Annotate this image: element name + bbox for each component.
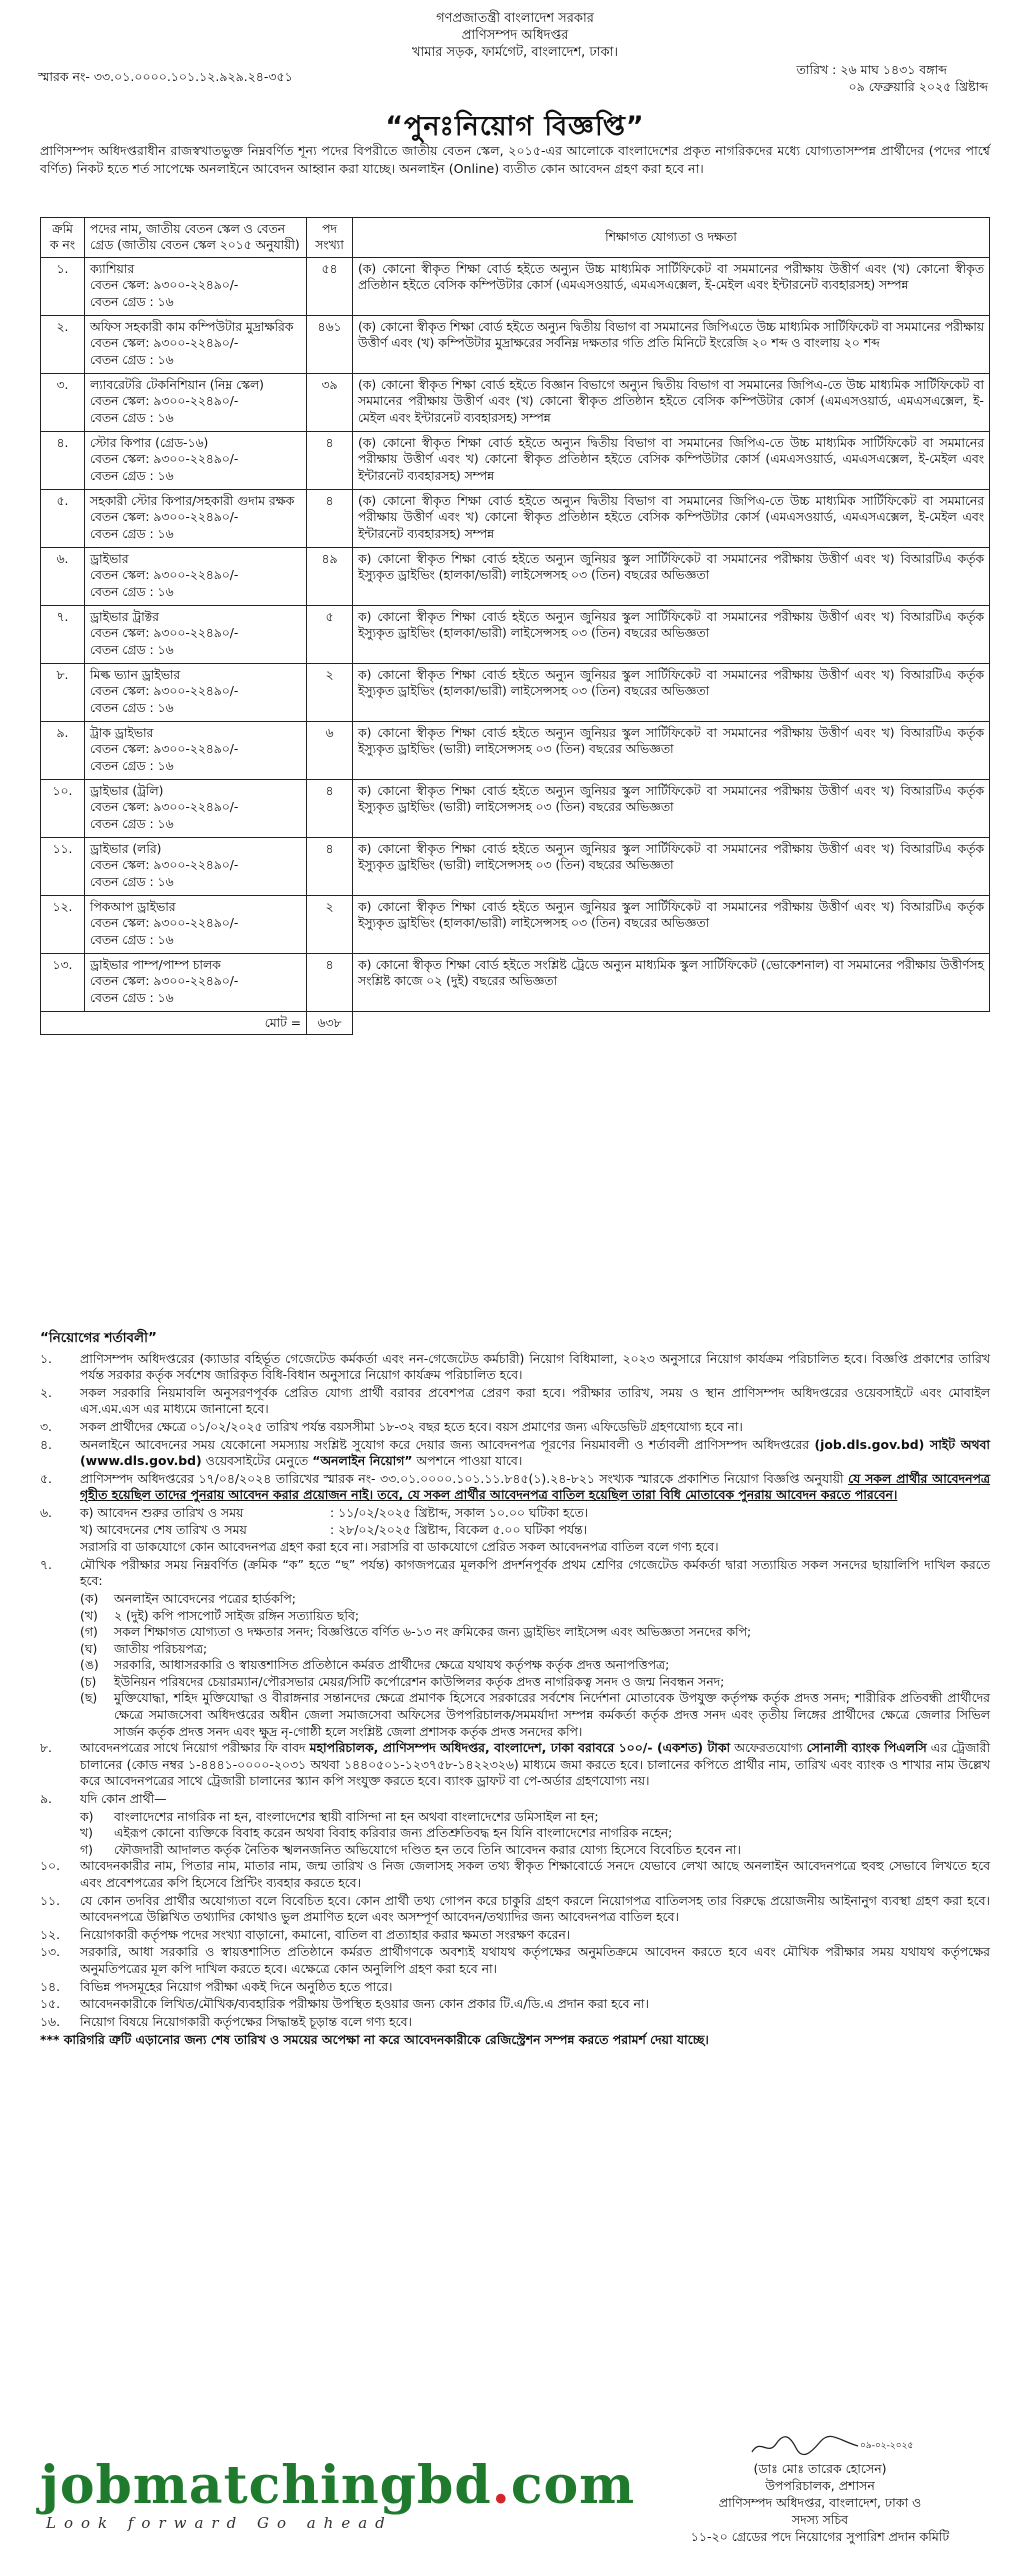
post-scale: বেতন স্কেল: ৯৩০০-২২৪৯০/- xyxy=(90,452,239,467)
row-count: ৪৬১ xyxy=(307,315,353,373)
row-post xyxy=(85,721,307,779)
table-row xyxy=(41,953,990,1011)
post-name: ড্রাইভার xyxy=(90,551,129,566)
post-name: মিল্ক ভ্যান ড্রাইভার xyxy=(90,667,181,682)
post-name: স্টোর কিপার (গ্রেড-১৬) xyxy=(90,435,209,450)
row-qualification: ক) কোনো স্বীকৃত শিক্ষা বোর্ড হইতে অন্যুন জুনিয়র স্কুল সার্টিফিকেট বা সমমানের পরীক্ষায় উত্তীর্ণ এবং খ) বিআরটিএ কর্তৃক ইস্যুকৃত ড্রাইভিং (হালকা/ভারী) লাইসেন্সসহ ০৩ (তিন) বছরের অভিজ্ঞতা xyxy=(353,895,990,953)
signature xyxy=(670,2440,970,2460)
row-count: ৪ xyxy=(307,837,353,895)
row-qualification: ক) কোনো স্বীকৃত শিক্ষা বোর্ড হইতে অন্যুন জুনিয়র স্কুল সার্টিফিকেট বা সমমানের পরীক্ষায় উত্তীর্ণ এবং খ) বিআরটিএ কর্তৃক ইস্যুকৃত ড্রাইভিং (হালকা/ভারী) লাইসেন্সসহ ০৩ (তিন) বছরের অভিজ্ঞতা xyxy=(353,605,990,663)
post-name: ড্রাইভার পাম্প/পাম্প চালক xyxy=(90,957,221,972)
sub-item: (ঘ) জাতীয় পরিচয়পত্র; xyxy=(80,1640,208,1656)
sub-item: গ) ফৌজদারী আদালত কর্তৃক নৈতিক স্খলনজনিত অভিযোগে দণ্ডিত হন তবে তিনি আবেদন করার যোগ্য হিসেবে বিবেচিত হবেন না। xyxy=(80,1841,741,1857)
post-name: ট্রাক ড্রাইভার xyxy=(90,725,154,740)
row-sl: ১৩. xyxy=(41,953,85,1011)
post-grade: বেতন গ্রেড : ১৬ xyxy=(90,352,174,367)
row-count: ৫ xyxy=(307,605,353,663)
row-qualification: ক) কোনো স্বীকৃত শিক্ষা বোর্ড হইতে অন্যুন জুনিয়র স্কুল সার্টিফিকেট বা সমমানের পরীক্ষায় উত্তীর্ণ এবং খ) বিআরটিএ কর্তৃক ইস্যুকৃত ড্রাইভিং (হালকা/ভারী) লাইসেন্সসহ ০৩ (তিন) বছরের অভিজ্ঞতা xyxy=(353,663,990,721)
row-count: ৫৪ xyxy=(307,257,353,315)
post-name: ড্রাইভার ট্রাক্টর xyxy=(90,609,159,624)
row-post xyxy=(85,431,307,489)
row-qualification: (ক) কোনো স্বীকৃত শিক্ষা বোর্ড হইতে অন্যুন উচ্চ মাধ্যমিক সার্টিফিকেট বা সমমানের পরীক্ষায় উত্তীর্ণ এবং (খ) কোনো স্বীকৃত প্রতিষ্ঠান হইতে বেসিক কম্পিউটার কোর্স (এমএসওয়ার্ড, এমএসএক্সেল, ই-মেইল এবং ইন্টারনেট ব্যবহারসহ) সম্পন্ন xyxy=(353,257,990,315)
post-scale: বেতন স্কেল: ৯৩০০-২২৪৯০/- xyxy=(90,916,239,931)
signatory-member: সদস্য সচিব xyxy=(791,2512,849,2527)
row-count: ২ xyxy=(307,895,353,953)
address-line: খামার সড়ক, ফার্মগেট, বাংলাদেশ, ঢাকা। xyxy=(411,45,619,60)
post-grade: বেতন গ্রেড : ১৬ xyxy=(90,874,174,889)
table-row xyxy=(41,373,990,431)
row-sl: ১. xyxy=(41,257,85,315)
condition-note: সরাসরি বা ডাকযোগে কোন আবেদনপত্র গ্রহণ করা হবে না। সরাসরি বা ডাকযোগে প্রেরিত সকল আবেদনপত্র বাতিল বলে গণ্য হবে। xyxy=(80,1539,719,1555)
sub-item: (গ) সকল শিক্ষাগত যোগ্যতা ও দক্ষতার সনদ; বিজ্ঞপ্তিতে বর্ণিত ৬-১৩ নং ক্রমিকের জন্য ড্রাইভিং লাইসেন্স এবং অভিজ্ঞতা সনদের কপি; xyxy=(80,1624,752,1640)
post-grade: বেতন গ্রেড : ১৬ xyxy=(90,410,174,425)
sub-item: (ক) অনলাইন আবেদনের পত্রের হার্ডকপি; xyxy=(80,1590,296,1606)
post-scale: বেতন স্কেল: ৯৩০০-২২৪৯০/- xyxy=(90,336,239,351)
row-qualification: ক) কোনো স্বীকৃত শিক্ষা বোর্ড হইতে অন্যুন জুনিয়র স্কুল সার্টিফিকেট বা সমমানের পরীক্ষায় উত্তীর্ণ এবং খ) বিআরটিএ কর্তৃক ইস্যুকৃত ড্রাইভিং (ভারী) লাইসেন্সসহ ০৩ (তিন) বছরের অভিজ্ঞতা xyxy=(353,721,990,779)
row-post xyxy=(85,953,307,1011)
conditions-list-rest xyxy=(40,1858,990,2030)
memo-date-bn: তারিখ : ২৬ মাঘ ১৪৩১ বঙ্গাব্দ xyxy=(796,62,947,77)
post-scale: বেতন স্কেল: ৯৩০০-২২৪৯০/- xyxy=(90,858,239,873)
row-post xyxy=(85,605,307,663)
row-sl: ২. xyxy=(41,315,85,373)
row-count: ২ xyxy=(307,663,353,721)
post-grade: বেতন গ্রেড : ১৬ xyxy=(90,816,174,831)
row-count: ৪ xyxy=(307,779,353,837)
condition-item: ১৫. আবেদনকারীকে লিখিত/মৌখিক/ব্যবহারিক পরীক্ষায় উপস্থিত হওয়ার জন্য কোন প্রকার টি.এ/ডি.এ প্রদান করা হবে না। xyxy=(40,1996,649,2012)
row-qualification: ক) কোনো স্বীকৃত শিক্ষা বোর্ড হইতে অন্যুন জুনিয়র স্কুল সার্টিফিকেট বা সমমানের পরীক্ষায় উত্তীর্ণ এবং খ) বিআরটিএ কর্তৃক ইস্যুকৃত ড্রাইভিং (হালকা/ভারী) লাইসেন্সসহ ০৩ (তিন) বছরের অভিজ্ঞতা xyxy=(353,547,990,605)
watermark-logo xyxy=(40,2455,636,2532)
table-header-row xyxy=(41,218,990,258)
post-scale: বেতন স্কেল: ৯৩০০-২২৪৯০/- xyxy=(90,742,239,757)
condition-item: ৬. ক) আবেদন শুরুর তারিখ ও সময় : ১১/০২/২০২৫ খ্রিষ্টাব্দ, সকাল ১০.০০ ঘটিকা হতে। খ) আবেদনের শেষ তারিখ ও সময় : ২৮/০২/২০২৫ খ্রিষ্টাব্দ, বিকেল ৫.০০ ঘটিকা পর্যন্ত। xyxy=(40,1504,589,1537)
row-post xyxy=(85,779,307,837)
condition-item: ১৬. নিয়োগ বিষয়ে নিয়োগকারী কর্তৃপক্ষের সিদ্ধান্তই চূড়ান্ত বলে গণ্য হবে। xyxy=(40,2013,412,2029)
post-name: অফিস সহকারী কাম কম্পিউটার মুদ্রাক্ষরিক xyxy=(90,319,294,334)
govt-line: গণপ্রজাতন্ত্রী বাংলাদেশ সরকার xyxy=(436,11,594,26)
intro-paragraph: প্রাণিসম্পদ অধিদপ্তরাধীন রাজস্বখাতভুক্ত নিম্নবর্ণিত শূন্য পদের বিপরীতে জাতীয় বেতন স্কেল, ২০১৫-এর আলোকে বাংলাদেশের প্রকৃত নাগরিকদের মধ্যে যোগ্যতাসম্পন্ন প্রার্থীদের (পদের পার্শ্বে বর্ণিত) নিকট হতে শর্ত সাপেক্ষে অনলাইনে আবেদন আহ্বান করা যাচ্ছে। অনলাইন (Online) ব্যতীত কোন আবেদন গ্রহণ করা হবে না। xyxy=(40,143,990,176)
sub-item: (ঙ) সরকারি, আধাসরকারি ও স্বায়ত্তশাসিত প্রতিষ্ঠানে কর্মরত প্রার্থীদের ক্ষেত্রে যথাযথ কর্তৃপক্ষ কর্তৃক প্রদত্ত অনাপত্তিপত্র; xyxy=(80,1657,670,1673)
signature-date: ০৯-০২-২০২৫ xyxy=(860,2441,914,2451)
condition-item: ১২. নিয়োগকারী কর্তৃপক্ষ পদের সংখ্যা বাড়ানো, কমানো, বাতিল বা প্রত্যাহার করার ক্ষমতা সংরক্ষণ করেন। xyxy=(40,1926,571,1942)
post-scale: বেতন স্কেল: ৯৩০০-২২৪৯০/- xyxy=(90,684,239,699)
post-scale: বেতন স্কেল: ৯৩০০-২২৪৯০/- xyxy=(90,974,239,989)
disqualification-list xyxy=(40,1809,990,1859)
post-grade: বেতন গ্রেড : ১৬ xyxy=(90,584,174,599)
sub-item: খ) এইরূপ কোনো ব্যক্তিকে বিবাহ করেন অথবা বিবাহ করিবার জন্য প্রতিশ্রুতিবদ্ধ হন যিনি বাংলাদেশের নাগরিক নহেন; xyxy=(80,1825,673,1841)
post-scale: বেতন স্কেল: ৯৩০০-২২৪৯০/- xyxy=(90,626,239,641)
table-row xyxy=(41,779,990,837)
post-scale: বেতন স্কেল: ৯৩০০-২২৪৯০/- xyxy=(90,510,239,525)
row-sl: ৪. xyxy=(41,431,85,489)
condition-item: ৮. আবেদনপত্রের সাথে নিয়োগ পরীক্ষার ফি বাবদ মহাপরিচালক, প্রাণিসম্পদ অধিদপ্তর, বাংলাদেশ, ঢাকা বরাবরে ১০০/- (একশত) টাকা অফেরতযোগ্য সোনালী ব্যাংক পিএলসি এর ট্রেজারী চালানের (কোড নম্বর ১-৪৪৪১-০০০০-২০৩১ অথবা ১৪৪০৫০১-১২৩৭৫৮-১৪২২৩২৬) মাধ্যমে জমা করতে হবে। চালানের কপিতে প্রার্থীর নাম, তারিখ এবং ব্যাংক ও শাখার নাম উল্লেখ করে আবেদনপত্রের সাথে ট্রেজারী চালানের স্ক্যান কপি সংযুক্ত করতে হবে। ব্যাংক ড্রাফট বা পে-অর্ডার গ্রহণযোগ্য নয়। xyxy=(40,1740,990,1789)
post-name: ড্রাইভার (ট্রলি) xyxy=(90,783,164,798)
memo-row xyxy=(28,61,1002,99)
row-sl: ৬. xyxy=(41,547,85,605)
condition-item: ১. প্রাণিসম্পদ অধিদপ্তরের (ক্যাডার বহির্ভূত গেজেটেড কর্মকর্তা এবং নন-গেজেটেড কর্মচারী) নিয়োগ বিধিমালা, ২০২৩ অনুসারে নিয়োগ কার্যক্রম পরিচালিত হবে। বিজ্ঞপ্তি প্রকাশের তারিখ পর্যন্ত সরকার কর্তৃক সর্বশেষ জারিকৃত বিধি-বিধান অনুসারে নিয়োগ কার্যক্রম পরিচালিত হবে। xyxy=(40,1350,990,1383)
sub-item: (খ) ২ (দুই) কপি পাসপোর্ট সাইজ রঙ্গিন সত্যায়িত ছবি; xyxy=(80,1607,360,1623)
row-sl: ৫. xyxy=(41,489,85,547)
post-name: পিকআপ ড্রাইভার xyxy=(90,899,176,914)
post-name: সহকারী স্টোর কিপার/সহকারী গুদাম রক্ষক xyxy=(90,493,295,508)
watermark-name: jobmatchingbd.com xyxy=(40,2455,636,2516)
table-row xyxy=(41,895,990,953)
condition-item: ৫. প্রাণিসম্পদ অধিদপ্তরের ১৭/০৪/২০২৪ তারিখের স্মারক নং- ৩৩.০১.০০০০.১০১.১১.৮৪৫(১).২৪-৮২১ সংখ্যক স্মারকে প্রকাশিত নিয়োগ বিজ্ঞপ্তি অনুযায়ী যে সকল প্রার্থীর আবেদনপত্র গৃহীত হয়েছিল তাদের পুনরায় আবেদন করার প্রয়োজন নাই। তবে, যে সকল প্রার্থীর আবেদনপত্র বাতিল হয়েছিল তারা বিধি মোতাবেক পুনরায় আবেদন করতে পারবেন। xyxy=(40,1470,990,1503)
row-sl: ১১. xyxy=(41,837,85,895)
post-scale: বেতন স্কেল: ৯৩০০-২২৪৯০/- xyxy=(90,394,239,409)
table-row xyxy=(41,663,990,721)
row-sl: ১০. xyxy=(41,779,85,837)
table-row xyxy=(41,489,990,547)
post-grade: বেতন গ্রেড : ১৬ xyxy=(90,932,174,947)
final-note: *** কারিগরি ত্রুটি এড়ানোর জন্য শেষ তারিখ ও সময়ের অপেক্ষা না করে আবেদনকারীকে রেজিস্ট্রেশন সম্পন্ন করতে পরামর্শ দেয়া যাচ্ছে। xyxy=(40,2032,709,2048)
conditions-list-top xyxy=(40,1351,990,1436)
signature-scribble-icon xyxy=(750,2434,860,2458)
table-row xyxy=(41,605,990,663)
table-row xyxy=(41,431,990,489)
sub-item: (ছ) মুক্তিযোদ্ধা, শহিদ মুক্তিযোদ্ধা ও বীরাঙ্গনার সন্তানদের ক্ষেত্রে প্রমাণক হিসেবে সরকারের সর্বশেষ নির্দেশনা মোতাবেক উপযুক্ত কর্তৃপক্ষ কর্তৃক প্রদত্ত সনদ; শারীরিক প্রতিবন্ধী প্রার্থীদের ক্ষেত্রে সমাজসেবা অধিদপ্তরের অধীন জেলা সমাজসেবা অফিসের উপপরিচালক/সমমর্যাদা সম্পন্ন কর্মকর্তা কর্তৃক প্রদত্ত সনদ এবং তৃতীয় লিঙ্গের প্রার্থীদের ক্ষেত্রে জেলার সিভিল সার্জন কর্তৃক প্রদত্ত সনদ এবং ক্ষুদ্র নৃ-গোষ্ঠী হলে সংশ্লিষ্ট জেলা প্রশাসক কর্তৃক প্রদত্ত সনদের কপি। xyxy=(80,1690,990,1739)
signatory-office: প্রাণিসম্পদ অধিদপ্তর, বাংলাদেশ, ঢাকা ও xyxy=(718,2495,922,2510)
signatory-name: (ডাঃ মোঃ তারেক হোসেন) xyxy=(753,2461,887,2476)
row-sl: ৭. xyxy=(41,605,85,663)
row-post xyxy=(85,895,307,953)
post-name: ল্যাবরেটরি টেকনিশিয়ান (নিম্ন স্কেল) xyxy=(90,377,264,392)
row-qualification: (ক) কোনো স্বীকৃত শিক্ষা বোর্ড হইতে বিজ্ঞান বিভাগে অন্যুন দ্বিতীয় বিভাগ বা সমমানের জিপিএ-তে উচ্চ মাধ্যমিক সার্টিফিকেট বা সমমানের পরীক্ষায় উত্তীর্ণ এবং (খ) কোনো স্বীকৃত প্রতিষ্ঠান হইতে বেসিক কম্পিউটার কোর্স (এমএসওয়ার্ড, এমএসএক্সেল, ই-মেইল এবং ইন্টারনেট ব্যবহারসহ) সম্পন্ন xyxy=(353,373,990,431)
signatory-designation: উপপরিচালক, প্রশাসন xyxy=(765,2478,875,2493)
row-qualification: (ক) কোনো স্বীকৃত শিক্ষা বোর্ড হইতে অন্যুন দ্বিতীয় বিভাগ বা সমমানের জিপিএতে উচ্চ মাধ্যমিক সার্টিফিকেট বা সমমানের পরীক্ষায় উত্তীর্ণ এবং (খ) কম্পিউটার মুদ্রাক্ষরের সর্বনিম্ন দক্ষতার গতি প্রতি মিনিটে ইংরেজি ২০ শব্দ ও বাংলায় ২০ শব্দ xyxy=(353,315,990,373)
memo-date xyxy=(797,61,988,95)
row-sl: ১২. xyxy=(41,895,85,953)
watermark-tagline: Look forward Go ahead xyxy=(46,2514,393,2532)
row-qualification: (ক) কোনো স্বীকৃত শিক্ষা বোর্ড হইতে অন্যুন দ্বিতীয় বিভাগ বা সমমানের জিপিএ-তে উচ্চ মাধ্যমিক সার্টিফিকেট বা সমমানের পরীক্ষায় উত্তীর্ণ এবং খ) কোনো স্বীকৃত প্রতিষ্ঠান হইতে বেসিক কম্পিউটার কোর্স (এমএসওয়ার্ড, এমএসএক্সেল, ই-মেইল এবং ইন্টারনেট ব্যবহারসহ) সম্পন্ন xyxy=(353,489,990,547)
condition-item: ১১. যে কোন তদবির প্রার্থীর অযোগ্যতা বলে বিবেচিত হবে। কোন প্রার্থী তথ্য গোপন করে চাকুরি গ্রহণ করলে নিয়োগপত্র বাতিলসহ তার বিরুদ্ধে প্রয়োজনীয় আইনানুগ ব্যবস্থা গ্রহণ করা হবে। আবেদনপত্রে উল্লিখিত তথ্যাদির কোথাও ভুল প্রমাণিত হলে এবং অসম্পূর্ণ আবেদন/তথ্যাদির জন্য আবেদনপত্র বাতিল হবে। xyxy=(40,1892,990,1925)
post-grade: বেতন গ্রেড : ১৬ xyxy=(90,758,174,773)
post-grade: বেতন গ্রেড : ১৬ xyxy=(90,294,174,309)
row-sl: ৩. xyxy=(41,373,85,431)
table-row xyxy=(41,547,990,605)
col-qual: শিক্ষাগত যোগ্যতা ও দক্ষতা xyxy=(353,218,990,258)
post-name: ড্রাইভার (লরি) xyxy=(90,841,162,856)
row-post xyxy=(85,489,307,547)
sub-item: (চ) ইউনিয়ন পরিষদের চেয়ারম্যান/পৌরসভার মেয়র/সিটি কর্পোরেশন কাউন্সিলর কর্তৃক প্রদত্ত নাগরিকত্ব সনদ ও জন্ম নিবন্ধন সনদ; xyxy=(80,1673,725,1689)
conditions-heading: “নিয়োগের শর্তাবলী” xyxy=(40,1330,157,1346)
row-qualification: ক) কোনো স্বীকৃত শিক্ষা বোর্ড হইতে অন্যুন জুনিয়র স্কুল সার্টিফিকেট বা সমমানের পরীক্ষায় উত্তীর্ণ এবং খ) বিআরটিএ কর্তৃক ইস্যুকৃত ড্রাইভিং (ভারী) লাইসেন্সসহ ০৩ (তিন) বছরের অভিজ্ঞতা xyxy=(353,837,990,895)
table-row xyxy=(41,257,990,315)
row-sl: ৯. xyxy=(41,721,85,779)
condition-item: ৯. যদি কোন প্রার্থী— xyxy=(40,1791,167,1807)
row-post xyxy=(85,663,307,721)
post-grade: বেতন গ্রেড : ১৬ xyxy=(90,990,174,1005)
row-qualification: ক) কোনো স্বীকৃত শিক্ষা বোর্ড হইতে সংশ্লিষ্ট ট্রেডে অন্যুন মাধ্যমিক স্কুল সার্টিফিকেট (ভোকেশনাল) বা সমমানের পরীক্ষায় উত্তীর্ণসহ সংশ্লিষ্ট কাজে ০২ (দুই) বছরের অভিজ্ঞতা xyxy=(353,953,990,1011)
post-grade: বেতন গ্রেড : ১৬ xyxy=(90,468,174,483)
row-count: ৪ xyxy=(307,431,353,489)
sub-item: ক) বাংলাদেশের নাগরিক না হন, বাংলাদেশের স্থায়ী বাসিন্দা না হন অথবা বাংলাদেশের ডমিসাইল না হন; xyxy=(80,1808,599,1824)
table-row xyxy=(41,837,990,895)
post-grade: বেতন গ্রেড : ১৬ xyxy=(90,526,174,541)
condition-item: ১০. আবেদনকারীর নাম, পিতার নাম, মাতার নাম, জন্ম তারিখ ও নিজ জেলাসহ সকল তথ্য স্বীকৃত শিক্ষাবোর্ডে সনদে যেভাবে লেখা আছে অনলাইন আবেদনপত্রে হুবহু সেভাবে লিখতে হবে এবং প্রবেশপত্রের কপি হিসেবে প্রিন্টিং ব্যবহার করতে হবে। xyxy=(40,1858,990,1890)
post-grade: বেতন গ্রেড : ১৬ xyxy=(90,642,174,657)
table-row xyxy=(41,315,990,373)
memo-ref: স্মারক নং- ৩৩.০১.০০০০.১০১.১২.৯২৯.২৪-৩৫১ xyxy=(38,69,293,84)
condition-item: ১৩. সরকারি, আধা সরকারি ও স্বায়ত্তশাসিত প্রতিষ্ঠানে কর্মরত প্রার্থীগণকে অবশ্যই যথাযথ কর্তৃপক্ষের অনুমতিক্রমে আবেদন করতে হবে এবং মৌখিক পরীক্ষার সময় যথাযথ কর্তৃপক্ষের অনুমতিপত্রের মূল কপি দাখিল করতে হবে। এক্ষেত্রে কোন অনুলিপি গ্রহণ করা হবে না। xyxy=(40,1944,990,1976)
condition-item: ২. সকল সরকারি নিয়মাবলি অনুসরণপূর্বক প্রেরিত যোগ্য প্রার্থী বরাবর প্রবেশপত্র প্রেরণ করা হবে। পরীক্ষার তারিখ, সময় ও স্থান প্রাণিসম্পদ অধিদপ্তরের ওয়েবসাইটে এবং মোবাইল এস.এম.এস এর মাধ্যমে জানানো হবে। xyxy=(40,1384,990,1417)
col-count: পদ সংখ্যা xyxy=(307,218,353,258)
post-grade: বেতন গ্রেড : ১৬ xyxy=(90,700,174,715)
vacancy-rows xyxy=(41,257,990,1011)
signature-block xyxy=(670,2440,970,2545)
row-count: ৪ xyxy=(307,953,353,1011)
row-sl: ৮. xyxy=(41,663,85,721)
row-count: ৩৯ xyxy=(307,373,353,431)
condition-item: ১৪. বিভিন্ন পদসমূহের নিয়োগ পরীক্ষা একই দিনে অনুষ্ঠিত হতে পারে। xyxy=(40,1978,393,1994)
condition-item: ৭. মৌখিক পরীক্ষার সময় নিম্নবর্ণিত (ক্রমিক “ক” হতে “ছ” পর্যন্ত) কাগজপত্রের মূলকপি প্রদর্শনপূর্বক প্রথম শ্রেণির গেজেটেড কর্মকর্তা দ্বারা সত্যায়িত সকল সনদের ছায়ালিপি দাখিল করতে হবে: xyxy=(40,1556,990,1589)
post-scale: বেতন স্কেল: ৯৩০০-২২৪৯০/- xyxy=(90,800,239,815)
row-post xyxy=(85,837,307,895)
job-portal-link[interactable]: (job.dls.gov.bd) সাইট অথবা (www.dls.gov.bd) xyxy=(80,1436,990,1469)
row-qualification: (ক) কোনো স্বীকৃত শিক্ষা বোর্ড হইতে অন্যুন দ্বিতীয় বিভাগ বা সমমানের জিপিএ-তে উচ্চ মাধ্যমিক সার্টিফিকেট বা সমমানের পরীক্ষায় উত্তীর্ণ এবং খ) কোনো স্বীকৃত প্রতিষ্ঠান হইতে বেসিক কম্পিউটার কোর্স (এমএসওয়ার্ড, এমএসএক্সেল, ই-মেইল এবং ইন্টারনেট ব্যবহারসহ) সম্পন্ন xyxy=(353,431,990,489)
row-post xyxy=(85,315,307,373)
row-qualification: ক) কোনো স্বীকৃত শিক্ষা বোর্ড হইতে অন্যুন জুনিয়র স্কুল সার্টিফিকেট বা সমমানের পরীক্ষায় উত্তীর্ণ এবং খ) বিআরটিএ কর্তৃক ইস্যুকৃত ড্রাইভিং (ভারী) লাইসেন্সসহ ০৩ (তিন) বছরের অভিজ্ঞতা xyxy=(353,779,990,837)
row-count: ৬ xyxy=(307,721,353,779)
post-scale: বেতন স্কেল: ৯৩০০-২২৪৯০/- xyxy=(90,278,239,293)
signatory-committee: ১১-২০ গ্রেডের পদে নিয়োগের সুপারিশ প্রদান কমিটি xyxy=(690,2529,950,2544)
row-post xyxy=(85,547,307,605)
vacancy-table xyxy=(40,217,990,1035)
col-post: পদের নাম, জাতীয় বেতন স্কেল ও বেতন গ্রেড (জাতীয় বেতন স্কেল ২০১৫ অনুযায়ী) xyxy=(85,218,307,258)
documents-list xyxy=(40,1591,990,1740)
conditions-section xyxy=(40,1330,990,2049)
row-count: ৪৯ xyxy=(307,547,353,605)
total-value: ৬৩৮ xyxy=(307,1011,353,1034)
department-line: প্রাণিসম্পদ অধিদপ্তর xyxy=(461,28,569,43)
row-post xyxy=(85,257,307,315)
row-count: ৪ xyxy=(307,489,353,547)
post-name: ক্যাশিয়ার xyxy=(90,261,135,276)
condition-item: ৩. সকল প্রার্থীদের ক্ষেত্রে ০১/০২/২০২৫ তারিখ পর্যন্ত বয়সসীমা ১৮-৩২ বছর হতে হবে। বয়স প্রমাণের জন্য এফিডেভিট গ্রহণযোগ্য হবে না। xyxy=(40,1418,743,1434)
memo-date-en: ০৯ ফেব্রুয়ারি ২০২৫ খ্রিষ্টাব্দ xyxy=(848,79,988,94)
row-post xyxy=(85,373,307,431)
total-label: মোট = xyxy=(41,1011,307,1034)
post-scale: বেতন স্কেল: ৯৩০০-২২৪৯০/- xyxy=(90,568,239,583)
table-row xyxy=(41,721,990,779)
total-empty xyxy=(353,1011,990,1034)
total-row xyxy=(41,1011,990,1034)
office-header xyxy=(28,0,1002,61)
col-sl: ক্রমি ক নং xyxy=(41,218,85,258)
condition-item: ৪. অনলাইনে আবেদনের সময় যেকোনো সমস্যায় সংশ্লিষ্ট সুযোগ করে দেয়ার জন্য আবেদনপত্র পূরণের নিয়মাবলী ও শর্তাবলী প্রাণিসম্পদ অধিদপ্তরের (job.dls.gov.bd) সাইট অথবা (www.dls.gov.bd) ওয়েবসাইটের মেনুতে “অনলাইন নিয়োগ” অপশনে পাওয়া যাবে। xyxy=(40,1436,990,1469)
notice-title: “পুনঃনিয়োগ বিজ্ঞপ্তি” xyxy=(385,111,645,142)
